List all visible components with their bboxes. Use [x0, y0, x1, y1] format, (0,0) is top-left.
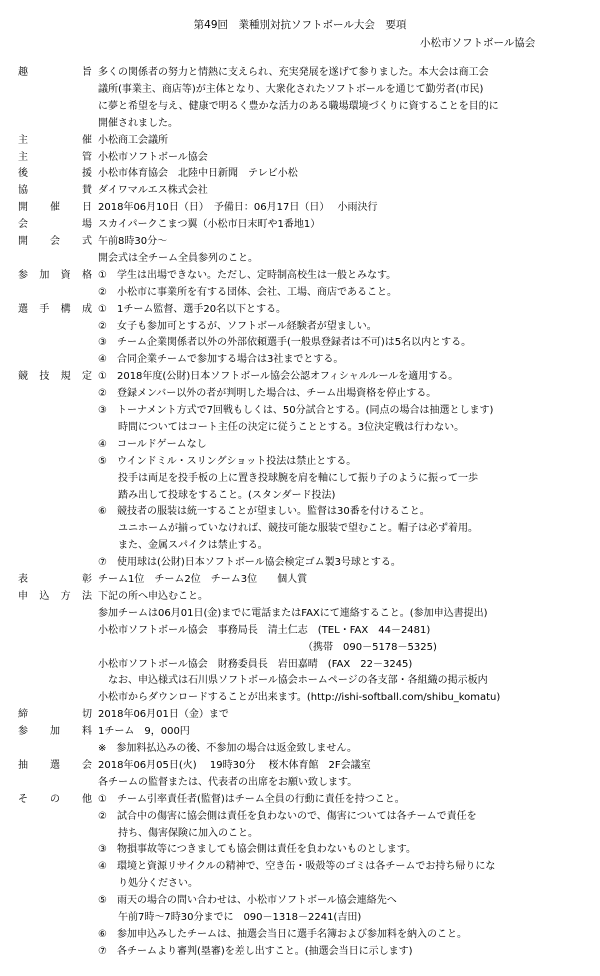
section-line-eligibility: ② 小松市に事業所を有する団体、会社、工場、商店であること。 — [98, 286, 397, 298]
section-line-other: ⑥ 参加申込みしたチームは、抽選会当日に選手名簿および参加料を納入のこと。 — [98, 928, 467, 940]
section-line-opening-ceremony: 午前8時30分～ — [98, 236, 168, 247]
section-line-competition-rules: 時間についてはコート主任の決定に従うこととする。3位決定戦は行わない。 — [98, 421, 465, 433]
section-line-other: ⑦ 各チームより審判(塁審)を差し出すこと。(抽選会当日に示します) — [98, 945, 413, 957]
section-line-opening-ceremony: 開会式は全チーム全員参列のこと。 — [98, 252, 258, 264]
section-line-eligibility: ① 学生は出場できない。ただし、定時制高校生は一般とみなす。 — [98, 269, 397, 281]
section-line-other: 午前7時～7時30分までに 090－1318－2241(吉田) — [98, 912, 362, 923]
section-line-competition-rules: ⑤ ウインドミル・スリングショット投法は禁止とする。 — [98, 455, 357, 467]
section-line-competition-rules: ⑦ 使用球は(公財)日本ソフトボール協会検定ゴム製3号球とする。 — [98, 557, 401, 569]
section-line-purpose: 多くの関係者の努力と情熱に支えられ、充実発展を遂げて参りました。本大会は商工会 — [98, 67, 489, 78]
document-title: 第49回 業種別対抗ソフトボール大会 要項 — [193, 19, 407, 31]
section-line-entry-fee: ※ 参加料払込みの後、不参加の場合は返金致しません。 — [98, 743, 357, 754]
section-line-application: （携帯 090－5178－5325) — [98, 641, 437, 653]
section-line-application: なお、申込様式は石川県ソフトボール協会ホームページの各支部・各組織の掲示板内 — [98, 675, 488, 687]
section-line-sponsor: 小松商工会議所 — [98, 134, 168, 146]
section-line-other: ① チーム引率責任者(監督)はチーム全員の行動に責任を持つこと。 — [98, 793, 405, 805]
section-line-team-composition: ④ 合同企業チームで参加する場合は3社までとする。 — [98, 354, 344, 366]
section-line-application: 小松市ソフトボール協会 財務委員長 岩田嘉晴 (FAX 22－3245) — [98, 658, 413, 670]
section-line-venue: スカイパークこまつ翼（小松市日末町や1番地1） — [98, 219, 321, 231]
section-line-event-date: 2018年06月10日（日） 予備日：06月17日（日） 小雨決行 — [98, 202, 378, 214]
section-line-awards: チーム1位 チーム2位 チーム3位 個人賞 — [98, 574, 308, 585]
section-line-other: ⑤ 雨天の場合の問い合わせは、小松市ソフトボール協会連絡先へ — [98, 895, 397, 907]
document-page: 第49回 業種別対抗ソフトボール大会 要項 小松市ソフトボール協会 趣 旨 多くの関係者の努力と情熱に支えられ、充実発展を遂げて参りました。本大会は商工会 議所(事業主、商店等)が主体となり、大衆化されたソフトボールを通じて勤労者(市民) に夢と希望を与え、健康で明るく豊かな活力のある職場環境づくりに資することを目的に 開催されました。 主 催 小松商工会議所 主 管 小松市ソフトボール協会 後 援 小松市体育協会 北陸中日新聞 テレビ小松 協 賛 ダイワマルエス株式会社 開 催 日 2018年06月10日（日） 予備日：06月17日（日） 小雨決行 会 場 スカイパークこまつ翼（小松市日末町や1番地1） 開 会 式 午前8時30分～ 開会式は全チーム全員参列のこと。 参 加 資 格 ① 学生は出場できない。ただし、定時制高校生は一般とみなす。 ② 小松市に事業所を有する団体、会社、工場、商店であること。 選 手 構 成 ① 1チーム監督、選手20名以下とする。 ② 女子も参加可とするが、ソフトボール経験者が望ましい。 ③ チーム企業関係者以外の外部依頼選手(一般県登録者は不可)は5名以内とする。 ④ 合同企業チームで参加する場合は3社までとする。 競 技 規 定 ① 2018年度(公財)日本ソフトボール協会公認オフィシャルルールを適用する。 ② 登録メンバー以外の者が判明した場合は、チーム出場資格を停止する。 ③ トーナメント方式で7回戦もしくは、50分試合とする。(同点の場合は抽選とします) 時間についてはコート主任の決定に従うこととする。3位決定戦は行わない。 ④ コールドゲームなし ⑤ ウインドミル・スリングショット投法は禁止とする。 投手は両足を投手板の上に置き投球腕を肩を軸にして振り子のように振って一歩 踏み出して投球をすること。(スタンダード投法) ⑥ 競技者の服装は統一することが望ましい。監督は30番を付けること。 ユニホームが揃っていなければ、競技可能な服装で望むこと。帽子は必ず着用。 また、金属スパイクは禁止する。 ⑦ 使用球は(公財)日本ソフトボール協会検定ゴム製3号球とする。 表 彰 チーム1位 チーム2位 チーム3位 個人賞 申 込 方 法 下記の所へ申込むこと。 参加チームは06月01日(金)までに電話またはFAXにて連絡すること。(参加申込書提出) 小松市ソフトボール協会 事務局長 清土仁志 (TEL・FAX 44－2481) （携帯 090－5178－5325) 小松市ソフトボール協会 財務委員長 岩田嘉晴 (FAX 22－3245) なお、申込様式は石川県ソフトボール協会ホームページの各支部・各組織の掲示板内 小松市からダウンロードすることが出来ます。(http://ishi-softball.com/shibu_komatu) 締 切 2018年06月01日（金）まで 参 加 料 1チーム 9，000円 ※ 参加料払込みの後、不参加の場合は返金致しません。 抽 選 会 2018年06月05日(火) 19時30分 桜木体育館 2F会議室 各チームの監督または、代表者の出席をお願い致します。 そ の 他 ① チーム引率責任者(監督)はチーム全員の行動に責任を持つこと。 ② 試合中の傷害に協会側は責任を負わないので、傷害については各チームで責任を 持ち、傷害保険に加入のこと。 ③ 物損事故等につきましても協会側は責任を負わないものとします。 ④ 環境と資源リサイクルの精神で、空き缶・吸殻等のゴミは各チームでお持ち帰りにな り処分ください。 ⑤ 雨天の場合の問い合わせは、小松市ソフトボール協会連絡先へ 午前7時～7時30分までに 090－1318－2241(吉田) ⑥ 参加申込みしたチームは、抽選会当日に選手名簿および参加料を納入のこと。 ⑦ 各チームより審判(塁審)を差し出すこと。(抽選会当日に示します) — [0, 0, 600, 976]
section-line-competition-rules: 踏み出して投球をすること。(スタンダード投法) — [98, 489, 336, 501]
section-line-purpose: 開催されました。 — [98, 117, 178, 129]
section-line-competition-rules: また、金属スパイクは禁止する。 — [98, 540, 268, 552]
section-line-draw-meeting: 各チームの監督または、代表者の出席をお願い致します。 — [98, 776, 358, 788]
section-line-other: ② 試合中の傷害に協会側は責任を負わないので、傷害については各チームで責任を — [98, 810, 477, 822]
section-line-purpose: 議所(事業主、商店等)が主体となり、大衆化されたソフトボールを通じて勤労者(市民) — [98, 83, 484, 95]
section-line-application: 小松市からダウンロードすることが出来ます。(http://ishi-softball.com/shibu_komatu) — [98, 692, 501, 704]
section-line-competition-rules: ⑥ 競技者の服装は統一することが望ましい。監督は30番を付けること。 — [98, 506, 430, 518]
section-line-other: ③ 物損事故等につきましても協会側は責任を負わないものとします。 — [98, 844, 416, 856]
section-line-team-composition: ③ チーム企業関係者以外の外部依頼選手(一般県登録者は不可)は5名以内とする。 — [98, 337, 472, 349]
section-line-competition-rules: ③ トーナメント方式で7回戦もしくは、50分試合とする。(同点の場合は抽選とします) — [98, 405, 494, 416]
section-line-purpose: に夢と希望を与え、健康で明るく豊かな活力のある職場環境づくりに資することを目的に — [98, 100, 499, 112]
section-line-competition-rules: ② 登録メンバー以外の者が判明した場合は、チーム出場資格を停止する。 — [98, 388, 437, 400]
section-line-deadline: 2018年06月01日（金）まで — [98, 709, 229, 721]
section-line-other: 持ち、傷害保険に加入のこと。 — [98, 827, 258, 839]
section-line-application: 参加チームは06月01日(金)までに電話またはFAXにて連絡すること。(参加申込書提出) — [98, 607, 488, 619]
section-line-other: ④ 環境と資源リサイクルの精神で、空き缶・吸殻等のゴミは各チームでお持ち帰りにな — [98, 861, 496, 873]
section-line-support: 小松市体育協会 北陸中日新聞 テレビ小松 — [98, 168, 298, 180]
section-line-competition-rules: 投手は両足を投手板の上に置き投球腕を肩を軸にして振り子のように振って一歩 — [98, 472, 478, 484]
section-line-competition-rules: ④ コールドゲームなし — [98, 438, 207, 450]
organizer-line: 小松市ソフトボール協会 — [420, 37, 536, 49]
section-line-competition-rules: ユニホームが揃っていなければ、競技可能な服装で望むこと。帽子は必ず着用。 — [98, 523, 478, 535]
section-line-team-composition: ① 1チーム監督、選手20名以下とする。 — [98, 303, 287, 315]
section-line-competition-rules: ① 2018年度(公財)日本ソフトボール協会公認オフィシャルルールを適用する。 — [98, 371, 459, 383]
section-line-draw-meeting: 2018年06月05日(火) 19時30分 桜木体育館 2F会議室 — [98, 759, 371, 771]
section-line-cooperation: ダイワマルエス株式会社 — [98, 185, 208, 197]
section-line-other: り処分ください。 — [98, 878, 198, 890]
section-line-application: 小松市ソフトボール協会 事務局長 清土仁志 (TEL・FAX 44－2481) — [98, 624, 431, 636]
section-line-entry-fee: 1チーム 9，000円 — [98, 726, 190, 738]
section-line-application: 下記の所へ申込むこと。 — [98, 590, 208, 602]
section-line-team-composition: ② 女子も参加可とするが、ソフトボール経験者が望ましい。 — [98, 320, 377, 332]
section-line-management: 小松市ソフトボール協会 — [98, 151, 208, 163]
